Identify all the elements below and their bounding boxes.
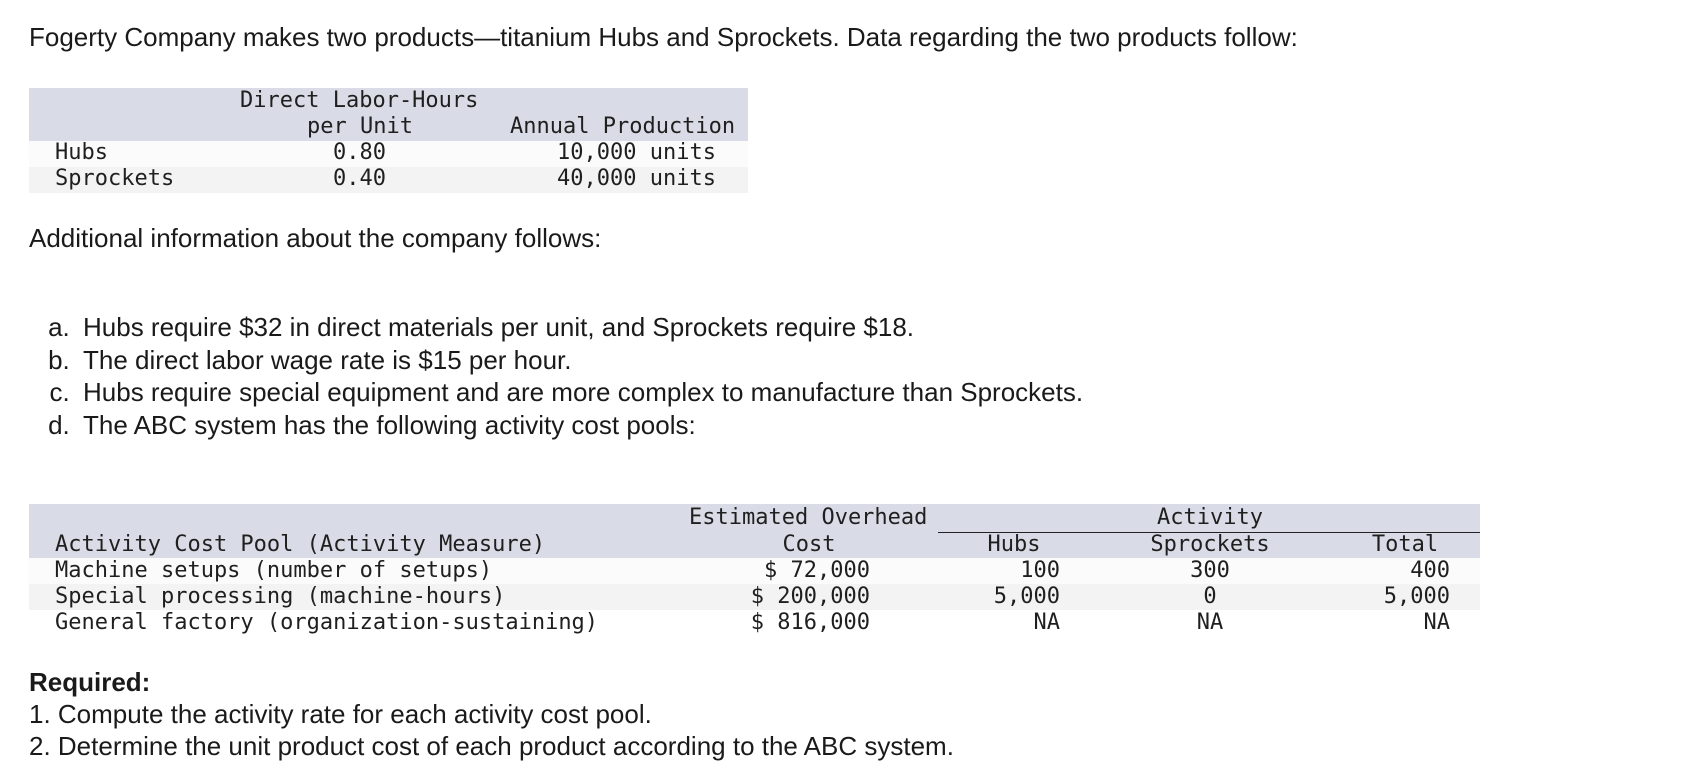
pool-total: NA [1423, 610, 1450, 635]
total-header: Total [1371, 532, 1439, 557]
pool-sprockets: 0 [1203, 584, 1217, 609]
required-heading: Required: [29, 667, 151, 697]
cost-header-line2: Cost [782, 532, 836, 557]
pool-hubs: 100 [1020, 558, 1060, 583]
product-name: Hubs [55, 140, 108, 165]
pool-cost: $ 816,000 [750, 610, 870, 635]
dlh-header-line2: per Unit [307, 114, 413, 139]
pool-sprockets: NA [1196, 610, 1224, 635]
product-dlh: 0.80 [333, 140, 386, 165]
info-item: c. Hubs require special equipment and are more complex to manufacture than Sprockets. [77, 376, 1083, 409]
pool-name: Machine setups (number of setups) [55, 558, 493, 583]
sprockets-header: Sprockets [1150, 532, 1270, 557]
pool-cost: $ 200,000 [750, 584, 870, 609]
activity-group-header: Activity [1157, 505, 1263, 530]
info-item: a. Hubs require $32 in direct materials per unit, and Sprockets require $18. [77, 311, 1083, 344]
info-list [29, 311, 1083, 441]
product-annual: 40,000 units [557, 166, 716, 191]
dlh-header-line1: Direct Labor-Hours [240, 88, 479, 113]
pool-name: Special processing (machine-hours) [55, 584, 506, 609]
pool-total: 400 [1410, 558, 1450, 583]
additional-info-text: Additional information about the company follows: [29, 223, 602, 253]
pool-hubs: NA [1033, 610, 1060, 635]
cost-header-line1: Estimated Overhead [689, 505, 928, 530]
info-item: d. The ABC system has the following activity cost pools: [77, 409, 1083, 442]
pool-sprockets: 300 [1190, 558, 1230, 583]
required-item: 1. Compute the activity rate for each activity cost pool. [29, 699, 652, 729]
annual-production-header: Annual Production [510, 114, 736, 139]
hubs-header: Hubs [987, 532, 1041, 557]
info-item: b. The direct labor wage rate is $15 per hour. [77, 344, 1083, 377]
product-annual: 10,000 units [557, 140, 716, 165]
required-item: 2. Determine the unit product cost of each product according to the ABC system. [29, 731, 954, 761]
required-list [29, 698, 954, 762]
pool-cost: $ 72,000 [764, 558, 870, 583]
pool-hubs: 5,000 [993, 584, 1060, 609]
pool-header: Activity Cost Pool (Activity Measure) [55, 532, 546, 557]
intro-text: Fogerty Company makes two products—titanium Hubs and Sprockets. Data regarding the two products follow: [29, 22, 1298, 52]
pool-total: 5,000 [1383, 584, 1450, 609]
product-name: Sprockets [55, 166, 175, 191]
pool-name: General factory (organization-sustaining) [55, 610, 599, 635]
product-dlh: 0.40 [333, 166, 386, 191]
